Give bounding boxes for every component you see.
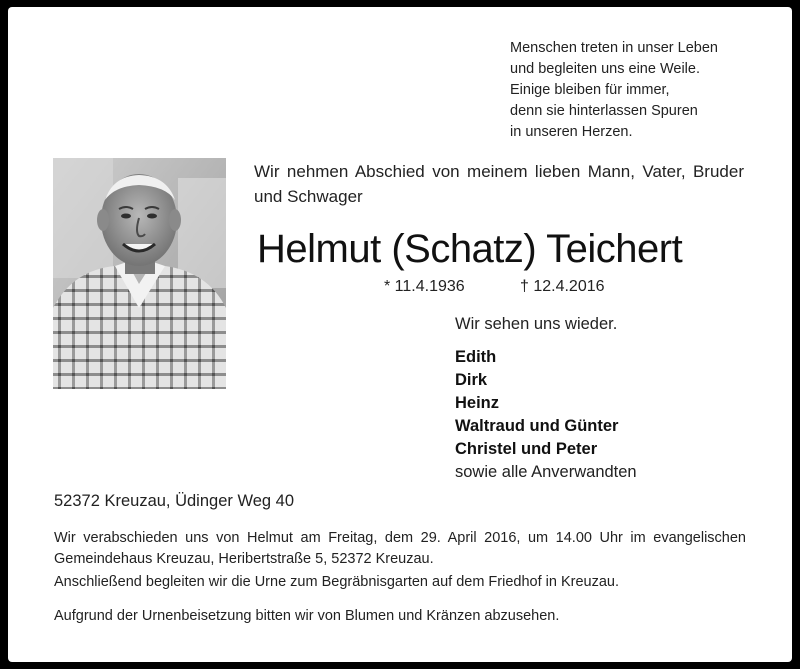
portrait-photo: [53, 158, 226, 389]
quote-line: denn sie hinterlassen Spuren: [510, 103, 698, 119]
family-list: [455, 313, 775, 484]
quote-line: und begleiten uns eine Weile.: [510, 61, 700, 77]
quote-line: in unseren Herzen.: [510, 124, 633, 140]
family-member: Dirk: [455, 371, 488, 389]
deceased-name: Helmut (Schatz) Teichert: [257, 227, 683, 271]
quote-line: Menschen treten in unser Leben: [510, 40, 718, 56]
farewell-text: Wir nehmen Abschied von meinem lieben Mann, Vater, Bruder und Schwager: [254, 162, 744, 206]
family-member: Heinz: [455, 394, 500, 412]
family-closing: sowie alle Anverwandten: [455, 463, 637, 481]
portrait-image: [53, 158, 226, 389]
obituary-notice: [8, 7, 792, 662]
memorial-quote: [510, 38, 780, 143]
family-member: Waltraud und Günter: [455, 417, 619, 435]
family-member: Edith: [455, 348, 497, 366]
birth-date: * 11.4.1936: [384, 278, 465, 295]
service-text: Wir verabschieden uns von Helmut am Freitag, dem 29. April 2016, um 14.00 Uhr im evangelischen Gemeindehaus Kreuzau, Heribertstraße 5, 52372 Kreuzau.: [54, 530, 746, 567]
family-intro: Wir sehen uns wieder.: [455, 315, 618, 333]
flowers-text: Aufgrund der Urnenbeisetzung bitten wir von Blumen und Kränzen abzusehen.: [54, 608, 560, 624]
service-details: [54, 528, 746, 570]
quote-line: Einige bleiben für immer,: [510, 82, 670, 98]
urn-text: Anschließend begleiten wir die Urne zum Begräbnisgarten auf dem Friedhof in Kreuzau.: [54, 574, 620, 590]
family-member: Christel und Peter: [455, 440, 598, 458]
address: 52372 Kreuzau, Üdinger Weg 40: [54, 492, 295, 510]
death-date: † 12.4.2016: [520, 278, 605, 295]
